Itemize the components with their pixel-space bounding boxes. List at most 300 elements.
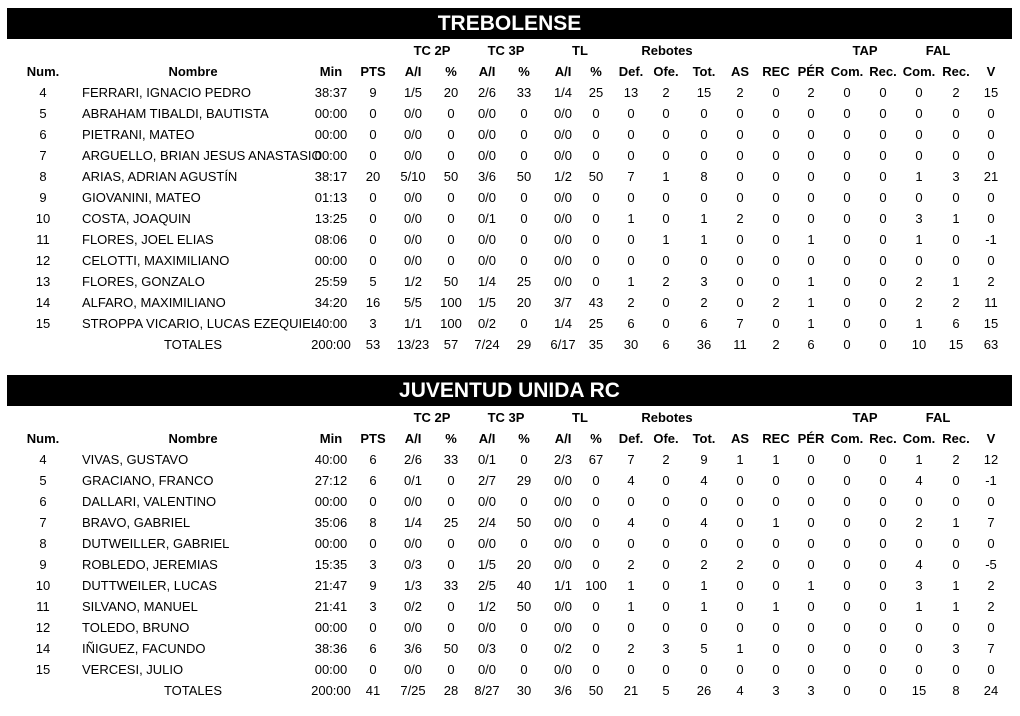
cell-pts: 9: [369, 578, 377, 593]
player-row: [7, 491, 1012, 512]
player-row: [7, 103, 1012, 124]
column-header-tc2p-pct: %: [445, 431, 457, 446]
cell-tl-ai: 0/0: [553, 253, 573, 268]
cell-reb-def: 0: [627, 232, 635, 247]
cell-tap-com: 0: [843, 316, 851, 331]
cell-as: 0: [736, 295, 744, 310]
cell-fal-com: 0: [915, 641, 923, 656]
cell-tap-com: 0: [843, 253, 851, 268]
cell-tc3p-ai: 2/6: [477, 85, 497, 100]
cell-fal-com: 2: [915, 515, 923, 530]
column-header-tl-pct: %: [590, 431, 602, 446]
cell-pts: 5: [369, 274, 377, 289]
total-tl-ai: 6/17: [550, 337, 576, 352]
cell-tc3p-pct: 0: [520, 232, 528, 247]
column-header-row: [7, 61, 1012, 82]
cell-v: 0: [987, 536, 995, 551]
cell-as: 0: [736, 106, 744, 121]
cell-fal-rec: 0: [952, 232, 960, 247]
player-name: PIETRANI, MATEO: [82, 127, 195, 142]
cell-tc2p-ai: 2/6: [403, 452, 423, 467]
cell-reb-tot: 1: [700, 599, 708, 614]
player-row: [7, 124, 1012, 145]
cell-tc2p-pct: 0: [447, 536, 455, 551]
player-name: DUTWEILLER, GABRIEL: [82, 536, 230, 551]
cell-tc2p-pct: 0: [447, 190, 455, 205]
cell-reb-def: 4: [627, 515, 635, 530]
cell-num: 5: [39, 473, 47, 488]
column-header-fal-com: Com.: [902, 431, 936, 446]
column-header-tl-pct: %: [590, 64, 602, 79]
cell-v: 2: [987, 274, 995, 289]
cell-reb-def: 0: [627, 536, 635, 551]
cell-fal-com: 1: [915, 452, 923, 467]
cell-min: 40:00: [314, 316, 348, 331]
cell-per: 1: [807, 316, 815, 331]
cell-rec: 0: [772, 641, 780, 656]
cell-v: 12: [983, 452, 999, 467]
cell-tap-rec: 0: [879, 452, 887, 467]
cell-tap-com: 0: [843, 232, 851, 247]
group-header-row: [7, 407, 1012, 428]
cell-tc3p-pct: 50: [516, 599, 532, 614]
cell-fal-rec: 0: [952, 190, 960, 205]
cell-as: 0: [736, 620, 744, 635]
cell-reb-ofe: 0: [662, 253, 670, 268]
player-name: ARIAS, ADRIAN AGUSTÍN: [82, 169, 238, 184]
cell-tc3p-pct: 20: [516, 295, 532, 310]
cell-pts: 0: [369, 536, 377, 551]
player-row: [7, 470, 1012, 491]
cell-tc3p-pct: 0: [520, 211, 528, 226]
total-reb-ofe: 6: [662, 337, 670, 352]
cell-rec: 2: [772, 295, 780, 310]
cell-reb-def: 0: [627, 127, 635, 142]
cell-fal-com: 0: [915, 106, 923, 121]
column-header-tc2p-ai: A/I: [404, 431, 422, 446]
total-v: 63: [983, 337, 999, 352]
cell-reb-ofe: 3: [662, 641, 670, 656]
cell-rec: 0: [772, 106, 780, 121]
total-min: 200:00: [311, 683, 351, 698]
column-header-rec: REC: [762, 64, 790, 79]
player-name: COSTA, JOAQUIN: [82, 211, 191, 226]
cell-reb-tot: 9: [700, 452, 708, 467]
cell-tap-rec: 0: [879, 148, 887, 163]
cell-fal-com: 1: [915, 232, 923, 247]
cell-v: 0: [987, 494, 995, 509]
cell-per: 1: [807, 232, 815, 247]
cell-fal-com: 0: [915, 85, 923, 100]
cell-reb-tot: 4: [700, 473, 708, 488]
cell-num: 15: [35, 662, 51, 677]
column-header-reb-tot: Tot.: [692, 431, 716, 446]
player-name: VIVAS, GUSTAVO: [82, 452, 189, 467]
cell-reb-ofe: 1: [662, 169, 670, 184]
cell-tap-rec: 0: [879, 536, 887, 551]
cell-reb-def: 7: [627, 452, 635, 467]
total-fal-com: 10: [911, 337, 927, 352]
cell-num: 12: [35, 253, 51, 268]
cell-tc2p-pct: 0: [447, 620, 455, 635]
cell-tl-pct: 0: [592, 232, 600, 247]
cell-pts: 9: [369, 85, 377, 100]
cell-as: 0: [736, 148, 744, 163]
cell-pts: 6: [369, 473, 377, 488]
total-fal-com: 15: [911, 683, 927, 698]
cell-reb-ofe: 0: [662, 127, 670, 142]
cell-num: 6: [39, 127, 47, 142]
cell-fal-com: 0: [915, 148, 923, 163]
cell-pts: 0: [369, 106, 377, 121]
cell-as: 0: [736, 253, 744, 268]
cell-fal-rec: 2: [952, 85, 960, 100]
cell-tc3p-pct: 0: [520, 127, 528, 142]
cell-tc2p-pct: 0: [447, 599, 455, 614]
cell-reb-ofe: 0: [662, 316, 670, 331]
cell-fal-com: 0: [915, 494, 923, 509]
cell-pts: 6: [369, 641, 377, 656]
cell-fal-rec: 0: [952, 620, 960, 635]
totals-row: [7, 680, 1012, 701]
cell-tc3p-pct: 25: [516, 274, 532, 289]
cell-reb-tot: 3: [700, 274, 708, 289]
cell-min: 00:00: [314, 148, 348, 163]
cell-fal-com: 0: [915, 662, 923, 677]
cell-per: 0: [807, 662, 815, 677]
cell-tl-ai: 0/0: [553, 232, 573, 247]
cell-reb-tot: 0: [700, 106, 708, 121]
total-tc2p-pct: 57: [443, 337, 459, 352]
cell-tl-ai: 2/3: [553, 452, 573, 467]
team-section: [7, 8, 1012, 352]
cell-tap-rec: 0: [879, 106, 887, 121]
cell-tc2p-pct: 50: [443, 274, 459, 289]
player-row: [7, 292, 1012, 313]
cell-tl-pct: 0: [592, 641, 600, 656]
cell-reb-ofe: 0: [662, 106, 670, 121]
cell-tap-rec: 0: [879, 641, 887, 656]
cell-per: 0: [807, 452, 815, 467]
cell-tc3p-ai: 1/5: [477, 295, 497, 310]
cell-pts: 20: [365, 169, 381, 184]
cell-v: 0: [987, 127, 995, 142]
cell-tl-ai: 0/0: [553, 473, 573, 488]
cell-fal-com: 0: [915, 620, 923, 635]
cell-tc3p-pct: 40: [516, 578, 532, 593]
total-tc3p-pct: 29: [516, 337, 532, 352]
column-header-tc3p-pct: %: [518, 431, 530, 446]
cell-tap-com: 0: [843, 295, 851, 310]
cell-min: 00:00: [314, 536, 348, 551]
cell-pts: 8: [369, 515, 377, 530]
cell-as: 2: [736, 211, 744, 226]
cell-num: 10: [35, 578, 51, 593]
cell-reb-def: 2: [627, 295, 635, 310]
cell-tc2p-ai: 1/2: [403, 274, 423, 289]
cell-tl-pct: 50: [588, 169, 604, 184]
cell-reb-def: 1: [627, 599, 635, 614]
column-header-min: Min: [319, 64, 343, 79]
cell-as: 0: [736, 578, 744, 593]
team-title: TREBOLENSE: [7, 8, 1012, 39]
cell-tc2p-ai: 0/2: [403, 599, 423, 614]
cell-tc3p-ai: 0/0: [477, 148, 497, 163]
cell-tc2p-pct: 100: [440, 316, 462, 331]
group-header-tap: TAP: [852, 43, 878, 58]
cell-num: 4: [39, 85, 47, 100]
cell-min: 13:25: [314, 211, 348, 226]
total-as: 11: [733, 337, 747, 352]
cell-per: 0: [807, 620, 815, 635]
total-reb-tot: 36: [696, 337, 712, 352]
player-row: [7, 512, 1012, 533]
group-header-tap: TAP: [852, 410, 878, 425]
cell-num: 14: [35, 641, 51, 656]
cell-reb-tot: 6: [700, 316, 708, 331]
total-fal-rec: 8: [952, 683, 960, 698]
column-header-tl-ai: A/I: [554, 64, 572, 79]
cell-rec: 0: [772, 316, 780, 331]
cell-tl-ai: 0/0: [553, 274, 573, 289]
cell-v: 0: [987, 662, 995, 677]
cell-as: 0: [736, 473, 744, 488]
cell-reb-ofe: 0: [662, 599, 670, 614]
cell-per: 0: [807, 127, 815, 142]
cell-rec: 0: [772, 85, 780, 100]
cell-v: 0: [987, 106, 995, 121]
cell-fal-rec: 0: [952, 148, 960, 163]
player-row: [7, 166, 1012, 187]
cell-pts: 3: [369, 599, 377, 614]
cell-pts: 0: [369, 253, 377, 268]
cell-tc3p-ai: 0/0: [477, 662, 497, 677]
total-tc2p-ai: 13/23: [396, 337, 430, 352]
total-tc3p-ai: 8/27: [474, 683, 500, 698]
cell-tap-rec: 0: [879, 169, 887, 184]
cell-fal-com: 4: [915, 557, 923, 572]
column-header-per: PÉR: [797, 431, 825, 446]
cell-tl-pct: 100: [585, 578, 607, 593]
cell-tc2p-ai: 0/0: [403, 620, 423, 635]
cell-reb-tot: 8: [700, 169, 708, 184]
player-row: [7, 313, 1012, 334]
cell-min: 00:00: [314, 662, 348, 677]
cell-tl-ai: 0/2: [553, 641, 573, 656]
cell-per: 2: [807, 85, 815, 100]
column-header-reb-tot: Tot.: [692, 64, 716, 79]
cell-fal-rec: 1: [952, 599, 960, 614]
cell-fal-rec: 6: [952, 316, 960, 331]
cell-num: 15: [35, 316, 51, 331]
cell-tap-com: 0: [843, 85, 851, 100]
cell-v: 0: [987, 148, 995, 163]
column-header-v: V: [986, 64, 996, 79]
cell-as: 7: [736, 316, 744, 331]
cell-fal-com: 0: [915, 536, 923, 551]
cell-tc3p-ai: 3/6: [477, 169, 497, 184]
cell-tc3p-ai: 1/4: [477, 274, 497, 289]
cell-min: 01:13: [314, 190, 348, 205]
total-v: 24: [983, 683, 999, 698]
cell-v: -5: [985, 557, 997, 572]
player-row: [7, 596, 1012, 617]
cell-num: 8: [39, 169, 47, 184]
cell-tap-rec: 0: [879, 190, 887, 205]
cell-tc3p-ai: 0/0: [477, 190, 497, 205]
cell-rec: 1: [772, 515, 780, 530]
cell-rec: 0: [772, 190, 780, 205]
cell-as: 2: [736, 557, 744, 572]
column-header-as: AS: [730, 431, 750, 446]
column-header-row: [7, 428, 1012, 449]
group-header-tl: TL: [572, 410, 588, 425]
cell-reb-ofe: 0: [662, 295, 670, 310]
cell-tap-com: 0: [843, 578, 851, 593]
cell-tc2p-pct: 33: [443, 452, 459, 467]
cell-num: 9: [39, 557, 47, 572]
cell-reb-ofe: 2: [662, 452, 670, 467]
cell-tap-rec: 0: [879, 473, 887, 488]
cell-per: 0: [807, 494, 815, 509]
player-row: [7, 145, 1012, 166]
totals-row: [7, 334, 1012, 355]
cell-reb-tot: 5: [700, 641, 708, 656]
cell-reb-tot: 0: [700, 190, 708, 205]
cell-pts: 6: [369, 452, 377, 467]
cell-reb-def: 13: [623, 85, 639, 100]
cell-tc2p-ai: 1/5: [403, 85, 423, 100]
total-rec: 2: [772, 337, 780, 352]
cell-pts: 0: [369, 190, 377, 205]
total-as: 4: [736, 683, 744, 698]
cell-tc2p-ai: 0/0: [403, 106, 423, 121]
cell-min: 21:41: [314, 599, 348, 614]
cell-tc2p-pct: 25: [443, 515, 459, 530]
cell-rec: 0: [772, 536, 780, 551]
total-tap-com: 0: [843, 337, 851, 352]
cell-pts: 3: [369, 316, 377, 331]
total-pts: 41: [365, 683, 381, 698]
column-header-tc3p-pct: %: [518, 64, 530, 79]
cell-tc2p-pct: 0: [447, 127, 455, 142]
cell-tap-rec: 0: [879, 599, 887, 614]
cell-pts: 0: [369, 620, 377, 635]
cell-fal-rec: 0: [952, 536, 960, 551]
column-header-nombre: Nombre: [168, 64, 218, 79]
cell-reb-ofe: 0: [662, 494, 670, 509]
cell-fal-rec: 1: [952, 578, 960, 593]
cell-fal-rec: 0: [952, 127, 960, 142]
cell-tl-pct: 67: [588, 452, 604, 467]
cell-fal-com: 3: [915, 578, 923, 593]
player-row: [7, 187, 1012, 208]
cell-reb-def: 0: [627, 494, 635, 509]
cell-tc2p-ai: 0/0: [403, 253, 423, 268]
cell-tl-pct: 0: [592, 274, 600, 289]
cell-tc2p-pct: 0: [447, 253, 455, 268]
cell-tc3p-ai: 2/7: [477, 473, 497, 488]
cell-v: 0: [987, 253, 995, 268]
cell-num: 5: [39, 106, 47, 121]
cell-rec: 0: [772, 274, 780, 289]
cell-reb-ofe: 0: [662, 557, 670, 572]
cell-v: 7: [987, 641, 995, 656]
cell-as: 0: [736, 494, 744, 509]
cell-tl-pct: 0: [592, 536, 600, 551]
cell-tc2p-ai: 0/0: [403, 148, 423, 163]
cell-tl-pct: 43: [588, 295, 604, 310]
cell-as: 0: [736, 190, 744, 205]
cell-tap-com: 0: [843, 641, 851, 656]
column-header-tap-rec: Rec.: [869, 64, 897, 79]
player-name: DALLARI, VALENTINO: [82, 494, 217, 509]
cell-tc3p-pct: 0: [520, 106, 528, 121]
cell-pts: 3: [369, 557, 377, 572]
cell-tc3p-ai: 0/0: [477, 620, 497, 635]
cell-tl-pct: 0: [592, 148, 600, 163]
cell-tl-ai: 0/0: [553, 106, 573, 121]
cell-tap-com: 0: [843, 473, 851, 488]
cell-rec: 0: [772, 473, 780, 488]
cell-as: 0: [736, 536, 744, 551]
cell-tc2p-pct: 0: [447, 148, 455, 163]
cell-tc3p-ai: 2/4: [477, 515, 497, 530]
cell-fal-rec: 3: [952, 169, 960, 184]
cell-fal-rec: 0: [952, 253, 960, 268]
cell-v: 0: [987, 620, 995, 635]
cell-num: 7: [39, 515, 47, 530]
cell-fal-com: 0: [915, 127, 923, 142]
player-name: FLORES, GONZALO: [82, 274, 205, 289]
cell-tap-rec: 0: [879, 316, 887, 331]
column-header-min: Min: [319, 431, 343, 446]
total-pts: 53: [365, 337, 381, 352]
cell-tc2p-ai: 0/0: [403, 662, 423, 677]
cell-rec: 1: [772, 452, 780, 467]
cell-fal-rec: 2: [952, 452, 960, 467]
column-header-tl-ai: A/I: [554, 431, 572, 446]
cell-per: 0: [807, 190, 815, 205]
cell-tl-pct: 0: [592, 620, 600, 635]
cell-per: 0: [807, 536, 815, 551]
player-row: [7, 659, 1012, 680]
cell-min: 34:20: [314, 295, 348, 310]
cell-reb-def: 0: [627, 620, 635, 635]
cell-reb-def: 0: [627, 253, 635, 268]
cell-fal-com: 1: [915, 169, 923, 184]
cell-reb-def: 2: [627, 557, 635, 572]
total-reb-tot: 26: [696, 683, 712, 698]
cell-tl-pct: 0: [592, 253, 600, 268]
cell-tl-ai: 0/0: [553, 190, 573, 205]
cell-tc2p-ai: 0/0: [403, 232, 423, 247]
cell-fal-rec: 1: [952, 515, 960, 530]
cell-min: 21:47: [314, 578, 348, 593]
cell-reb-ofe: 0: [662, 190, 670, 205]
cell-reb-def: 7: [627, 169, 635, 184]
total-tc2p-pct: 28: [443, 683, 459, 698]
cell-tc3p-ai: 0/0: [477, 106, 497, 121]
group-header-tc2p: TC 2P: [413, 410, 451, 425]
cell-as: 1: [736, 641, 744, 656]
cell-tc3p-ai: 0/0: [477, 253, 497, 268]
cell-reb-ofe: 0: [662, 620, 670, 635]
cell-tc2p-ai: 0/0: [403, 536, 423, 551]
player-row: [7, 533, 1012, 554]
cell-rec: 0: [772, 578, 780, 593]
cell-reb-ofe: 0: [662, 515, 670, 530]
